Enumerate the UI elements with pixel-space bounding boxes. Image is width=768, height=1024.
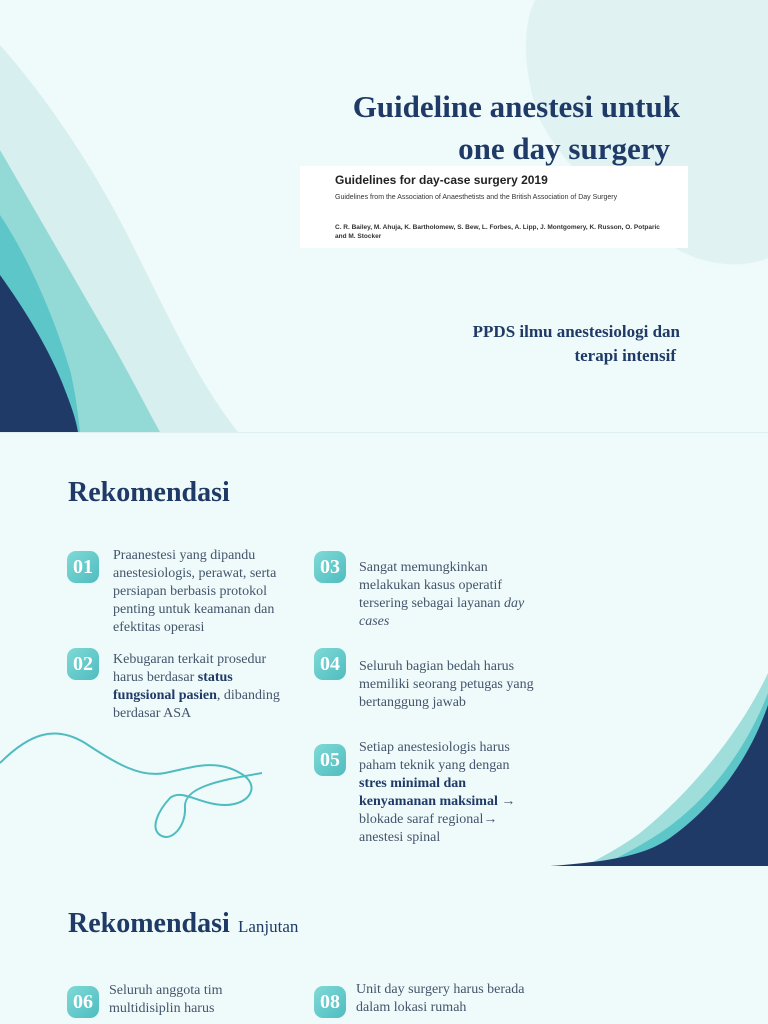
- item-emphasis: status fungsional pasien: [113, 670, 233, 703]
- item-text: anestesi spinal: [359, 830, 441, 845]
- item-number-badge: 06: [67, 986, 99, 1018]
- item-emphasis: stres minimal dan kenyamanan maksimal: [359, 776, 498, 809]
- squiggle-line: [0, 733, 262, 836]
- paper-authors: C. R. Bailey, M. Ahuja, K. Bartholomew, S. Bew, L. Forbes, A. Lipp, J. Montgomery, K. Russon, O. Potparic and M. Stocker: [335, 224, 660, 240]
- item-italic: day cases: [359, 596, 525, 629]
- paper-header-image: [300, 166, 688, 248]
- recommendation-item: Praanestesi yang dipandu anestesiologis, perawat, serta persiapan berbasis protokol penting untuk keamanan dan efektitas operasi: [113, 548, 277, 635]
- slide-title: [280, 86, 680, 170]
- item-text: , dibanding berdasar ASA: [113, 688, 280, 721]
- recommendation-slide: [0, 433, 768, 866]
- recommendation-item: [113, 651, 288, 723]
- item-text: Kebugaran terkait prosedur harus berdasar: [113, 652, 267, 685]
- recommendation-item: Seluruh bagian bedah harus memiliki seorang petugas yang bertanggung jawab: [359, 659, 534, 710]
- item-number-badge: 05: [314, 744, 346, 776]
- item-number-badge: 03: [314, 551, 346, 583]
- item-text: blokade saraf regional: [359, 812, 484, 827]
- arrow-icon: →: [483, 812, 498, 827]
- title-line-1: Guideline anestesi untuk: [352, 89, 680, 124]
- item-number-badge: 08: [314, 986, 346, 1018]
- recommendation-item: [359, 739, 534, 847]
- item-text: Sangat memungkinkan melakukan kasus operatif tersering sebagai layanan: [359, 560, 504, 611]
- title-slide: [0, 0, 768, 432]
- recommendation-item: Unit day surgery harus berada dalam lokasi rumah: [356, 982, 525, 1015]
- arrow-icon: →: [497, 794, 516, 809]
- author-block: [380, 320, 680, 368]
- recommendation-continued-slide: [0, 866, 768, 1024]
- section-subheading: Lanjutan: [238, 917, 299, 936]
- item-number-badge: 04: [314, 648, 346, 680]
- section-heading: Rekomendasi: [68, 908, 230, 939]
- paper-subtitle: Guidelines from the Association of Anaesthetists and the British Association of Day Surgery: [335, 194, 618, 201]
- recommendation-item: [359, 559, 529, 631]
- paper-title: Guidelines for day-case surgery 2019: [335, 173, 548, 187]
- recommendation-item: Seluruh anggota tim multidisiplin harus: [109, 983, 223, 1016]
- author-line-2: terapi intensif: [574, 346, 676, 365]
- section-heading: Rekomendasi: [68, 477, 230, 508]
- item-text: Setiap anestesiologis harus paham teknik yang dengan: [359, 740, 510, 773]
- title-line-2: one day surgery: [458, 131, 670, 166]
- item-number-badge: 01: [67, 551, 99, 583]
- item-number-badge: 02: [67, 648, 99, 680]
- author-line-1: PPDS ilmu anestesiologi dan: [472, 322, 680, 341]
